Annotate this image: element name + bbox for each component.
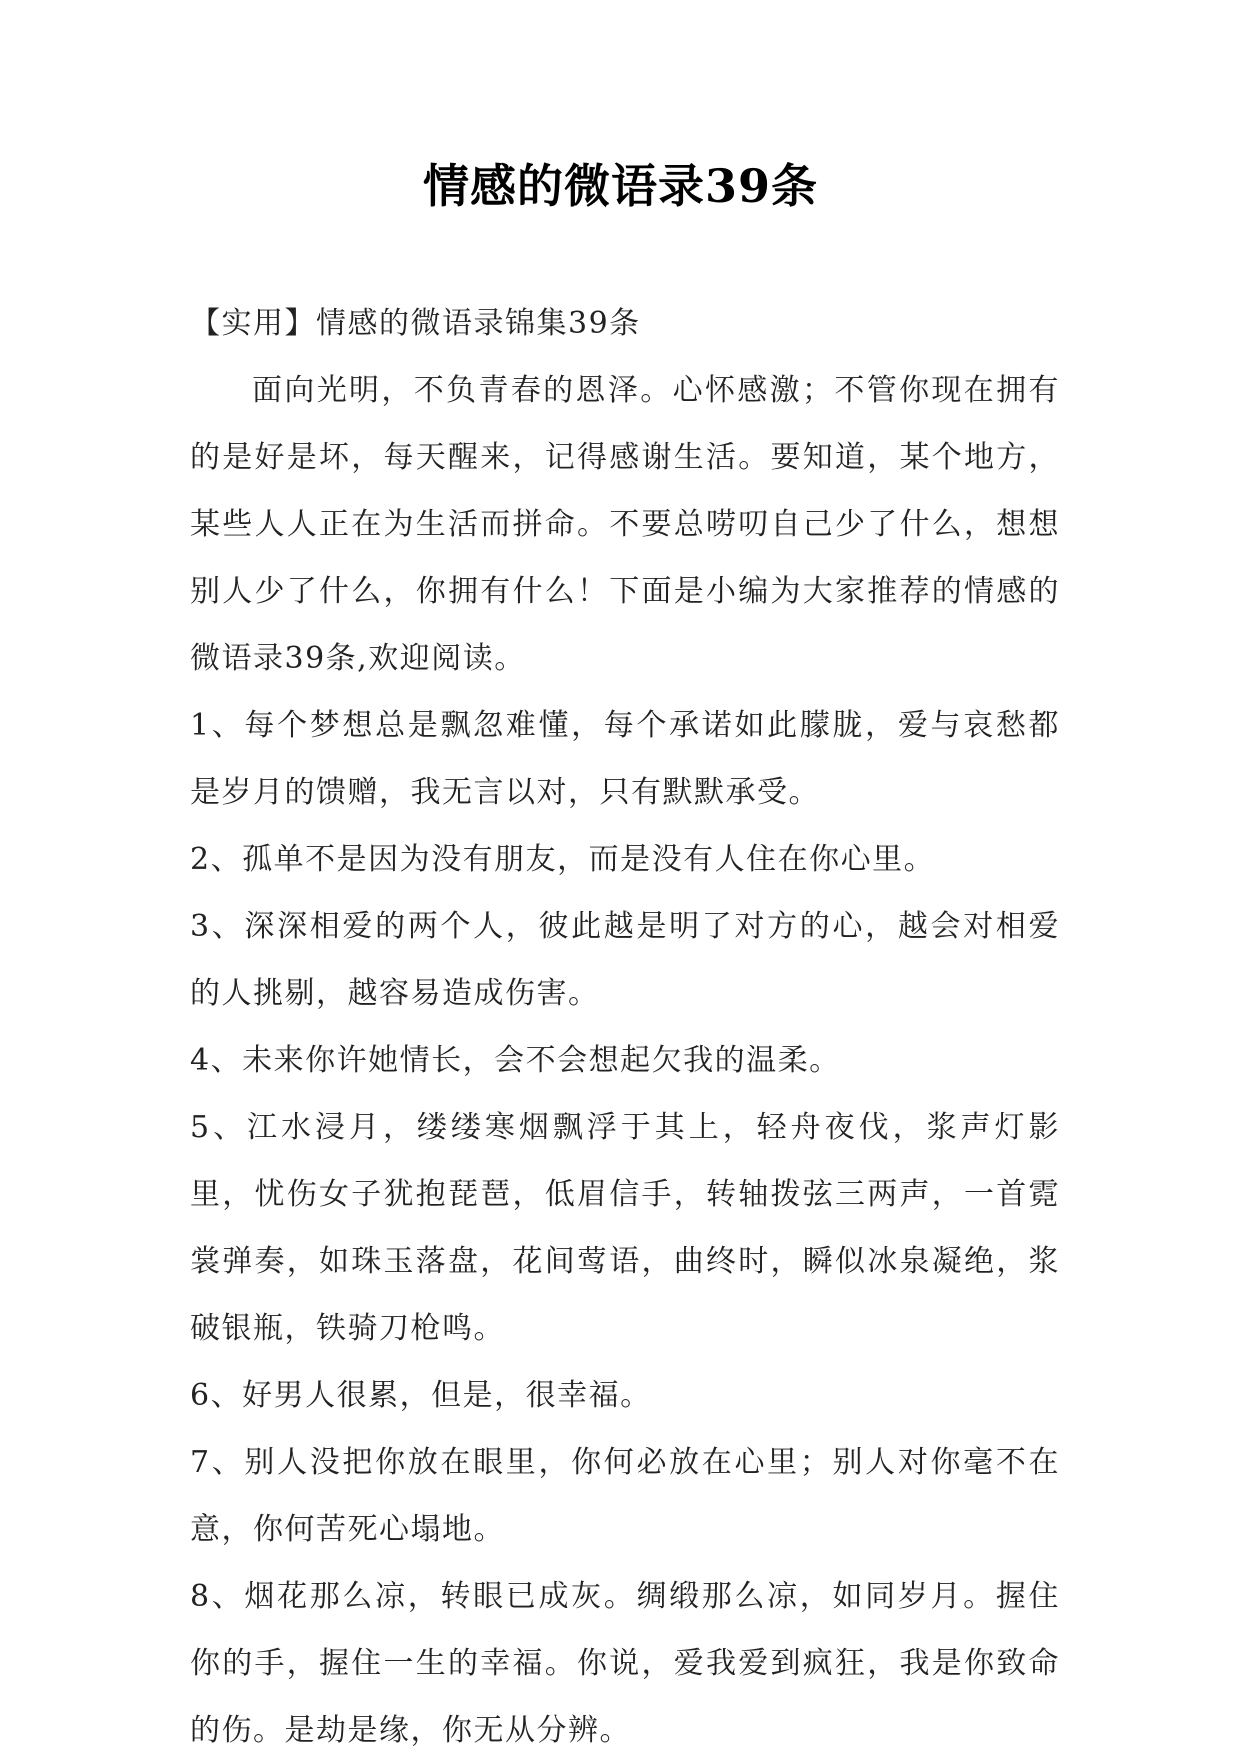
list-item: 1、每个梦想总是飘忽难懂，每个承诺如此朦胧，爱与哀愁都是岁月的馈赠，我无言以对，只有默默承受。 bbox=[190, 708, 1060, 810]
intro-paragraph: 面向光明，不负青春的恩泽。心怀感激；不管你现在拥有的是好是坏，每天醒来，记得感谢生活。要知道，某个地方，某些人人正在为生活而拼命。不要总唠叨自己少了什么，想想别人少了什么，你拥有什么！下面是小编为大家推荐的情感的微语录39条,欢迎阅读。 bbox=[190, 373, 1060, 676]
document-subtitle: 【实用】情感的微语录锦集39条 bbox=[190, 306, 641, 341]
list-item: 2、孤单不是因为没有朋友，而是没有人住在你心里。 bbox=[190, 842, 936, 877]
document-body bbox=[190, 290, 1060, 1764]
list-item: 4、未来你许她情长，会不会想起欠我的温柔。 bbox=[190, 1043, 841, 1078]
list-item: 3、深深相爱的两个人，彼此越是明了对方的心，越会对相爱的人挑剔，越容易造成伤害。 bbox=[190, 909, 1060, 1011]
document-title: 情感的微语录39条 bbox=[422, 159, 818, 213]
list-item: 7、别人没把你放在眼里，你何必放在心里；别人对你毫不在意，你何苦死心塌地。 bbox=[190, 1445, 1060, 1547]
list-item: 5、江水浸月，缕缕寒烟飘浮于其上，轻舟夜伐，浆声灯影里，忧伤女子犹抱琵琶，低眉信手，转轴拨弦三两声，一首霓裳弹奏，如珠玉落盘，花间莺语，曲终时，瞬似冰泉凝绝，浆破银瓶，铁骑刀枪鸣。 bbox=[190, 1110, 1060, 1346]
list-item: 6、好男人很累，但是，很幸福。 bbox=[190, 1378, 652, 1413]
list-item: 8、烟花那么凉，转眼已成灰。绸缎那么凉，如同岁月。握住你的手，握住一生的幸福。你说，爱我爱到疯狂，我是你致命的伤。是劫是缘，你无从分辨。 bbox=[190, 1579, 1060, 1748]
